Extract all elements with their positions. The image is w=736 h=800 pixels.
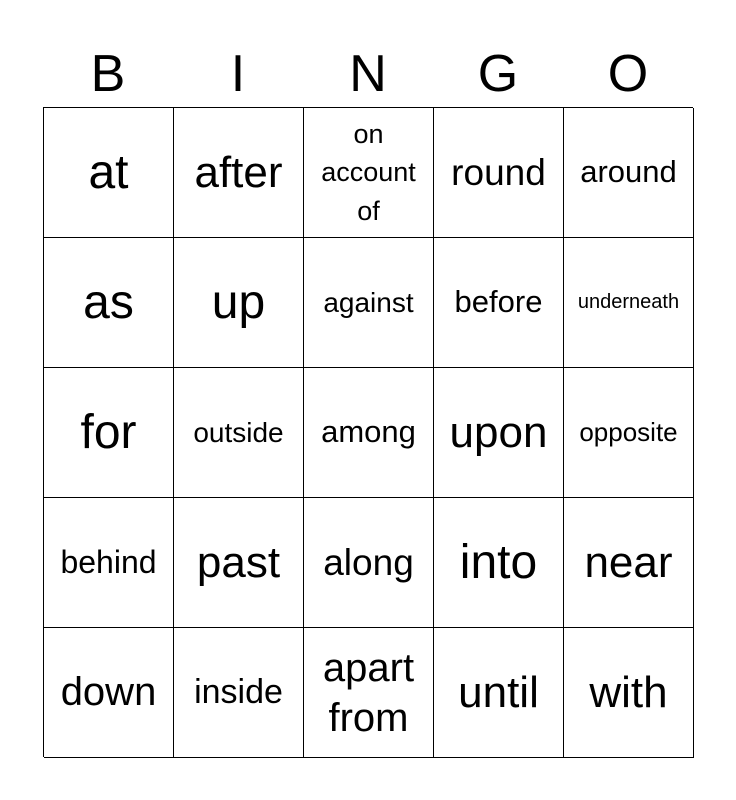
- bingo-cell[interactable]: [44, 108, 174, 238]
- bingo-cell[interactable]: [564, 238, 694, 368]
- header-letter-o: O: [607, 45, 649, 103]
- cell-word: round: [451, 151, 546, 193]
- bingo-cell[interactable]: [44, 498, 174, 628]
- bingo-cell[interactable]: [434, 628, 564, 758]
- bingo-cell[interactable]: [564, 498, 694, 628]
- header-letter-g: G: [477, 45, 519, 103]
- cell-word: along: [323, 541, 414, 583]
- bingo-cell[interactable]: [304, 108, 434, 238]
- cell-word: until: [458, 667, 539, 717]
- bingo-cell[interactable]: [174, 498, 304, 628]
- bingo-cell[interactable]: [304, 238, 434, 368]
- cell-word: around: [580, 154, 677, 190]
- bingo-cell[interactable]: [44, 368, 174, 498]
- bingo-cell[interactable]: [174, 628, 304, 758]
- cell-word: up: [211, 275, 266, 329]
- cell-word: against: [323, 286, 414, 318]
- bingo-cell[interactable]: [434, 238, 564, 368]
- bingo-header: [43, 40, 693, 108]
- bingo-cell[interactable]: [434, 498, 564, 628]
- cell-word: underneath: [577, 291, 680, 314]
- bingo-cell[interactable]: [564, 368, 694, 498]
- bingo-cell[interactable]: [304, 368, 434, 498]
- cell-word: on account of: [321, 119, 416, 226]
- header-letter-i: I: [230, 45, 246, 103]
- header-letter-n: N: [349, 45, 387, 103]
- cell-word: with: [589, 667, 668, 717]
- cell-word: behind: [60, 543, 157, 580]
- bingo-cell[interactable]: [44, 628, 174, 758]
- cell-word: past: [196, 537, 281, 587]
- bingo-cell[interactable]: [564, 628, 694, 758]
- cell-word: apart from: [322, 645, 415, 740]
- bingo-cell[interactable]: [564, 108, 694, 238]
- bingo-cell[interactable]: [304, 628, 434, 758]
- cell-word: among: [321, 414, 416, 450]
- cell-word: opposite: [579, 416, 678, 447]
- bingo-cell[interactable]: [44, 238, 174, 368]
- bingo-cell[interactable]: [174, 238, 304, 368]
- bingo-cell[interactable]: [434, 108, 564, 238]
- cell-word: inside: [194, 673, 283, 712]
- bingo-cell[interactable]: [304, 498, 434, 628]
- cell-word: into: [459, 535, 538, 589]
- cell-word: down: [60, 670, 157, 715]
- bingo-cell[interactable]: [434, 368, 564, 498]
- cell-word: upon: [449, 407, 548, 457]
- cell-word: for: [80, 405, 137, 459]
- bingo-cell[interactable]: [174, 108, 304, 238]
- cell-word: near: [584, 537, 673, 587]
- cell-word: at: [88, 145, 129, 199]
- cell-word: before: [454, 284, 543, 320]
- cell-word: after: [194, 147, 283, 197]
- bingo-grid: [43, 107, 693, 757]
- bingo-cell[interactable]: [174, 368, 304, 498]
- cell-word: outside: [193, 416, 284, 448]
- header-letter-b: B: [90, 45, 126, 103]
- cell-word: as: [83, 275, 134, 329]
